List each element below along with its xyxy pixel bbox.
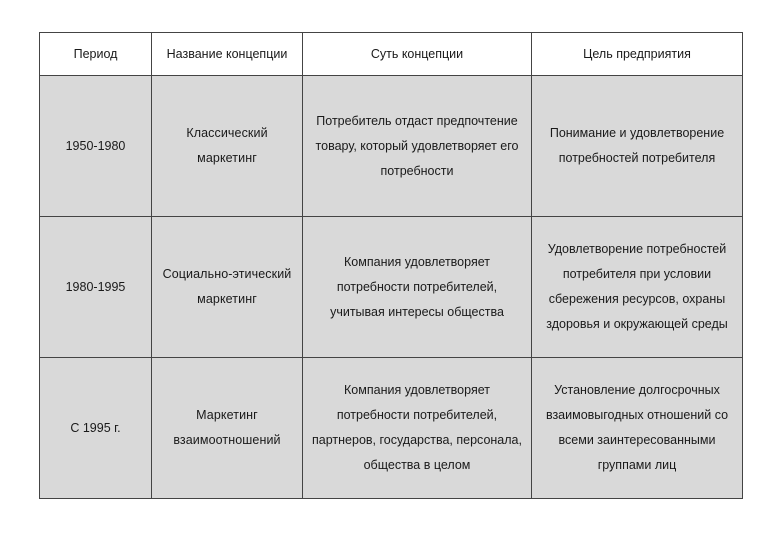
essence-line: потребности потребителей, (336, 408, 498, 422)
period-cell: 1950-1980 (40, 76, 152, 217)
period-cell: 1980-1995 (40, 217, 152, 358)
goal-line: Понимание и удовлетворение (549, 126, 725, 140)
concept-name-line: маркетинг (197, 151, 257, 165)
goal-line: потребителя при условии (562, 267, 712, 281)
essence-line: потребности потребителей, (336, 279, 498, 294)
concept-name-line: маркетинг (197, 292, 257, 306)
essence-line: Компания удовлетворяет (344, 383, 490, 397)
goal-cell (532, 217, 743, 358)
goal-line: взаимовыгодных отношений со (545, 408, 729, 422)
essence-line: Потребитель отдаст предпочтение (316, 113, 518, 128)
essence-cell (303, 358, 532, 499)
concept-name-cell (152, 76, 303, 217)
period-cell: С 1995 г. (40, 358, 152, 499)
table-row (40, 358, 743, 499)
table-row (40, 76, 743, 217)
essence-line: партнеров, государства, персонала, (312, 433, 522, 447)
goal-line: Установление долгосрочных (554, 383, 720, 397)
goal-line: Удовлетворение потребностей (547, 242, 727, 256)
concept-name-line: Классический (186, 126, 268, 140)
concept-name-cell (152, 358, 303, 499)
concept-name-line: Маркетинг (196, 408, 258, 422)
table-header-row (40, 33, 743, 76)
concept-name-line: взаимоотношений (173, 433, 281, 447)
goal-line: потребностей потребителя (558, 151, 716, 165)
header-concept-name: Название концепции (152, 33, 303, 76)
table-row (40, 217, 743, 358)
header-period: Период (40, 33, 152, 76)
concept-name-line: Социально-этический (162, 267, 292, 281)
header-essence: Суть концепции (303, 33, 532, 76)
goal-cell (532, 358, 743, 499)
header-goal: Цель предприятия (532, 33, 743, 76)
goal-line: сбережения ресурсов, охраны (548, 292, 726, 306)
essence-cell (303, 217, 532, 358)
goal-line: всеми заинтересованными (558, 433, 716, 447)
goal-line: группами лиц (597, 458, 677, 472)
goal-line: здоровья и окружающей среды (546, 317, 728, 331)
essence-line: потребности (380, 163, 454, 178)
essence-cell (303, 76, 532, 217)
essence-line: товару, который удовлетворяет его (315, 138, 519, 153)
essence-line: учитывая интересы общества (330, 304, 504, 319)
concept-name-cell (152, 217, 303, 358)
marketing-concepts-table (39, 32, 743, 499)
goal-cell (532, 76, 743, 217)
essence-line: Компания удовлетворяет (344, 254, 490, 269)
essence-line: общества в целом (363, 458, 471, 472)
